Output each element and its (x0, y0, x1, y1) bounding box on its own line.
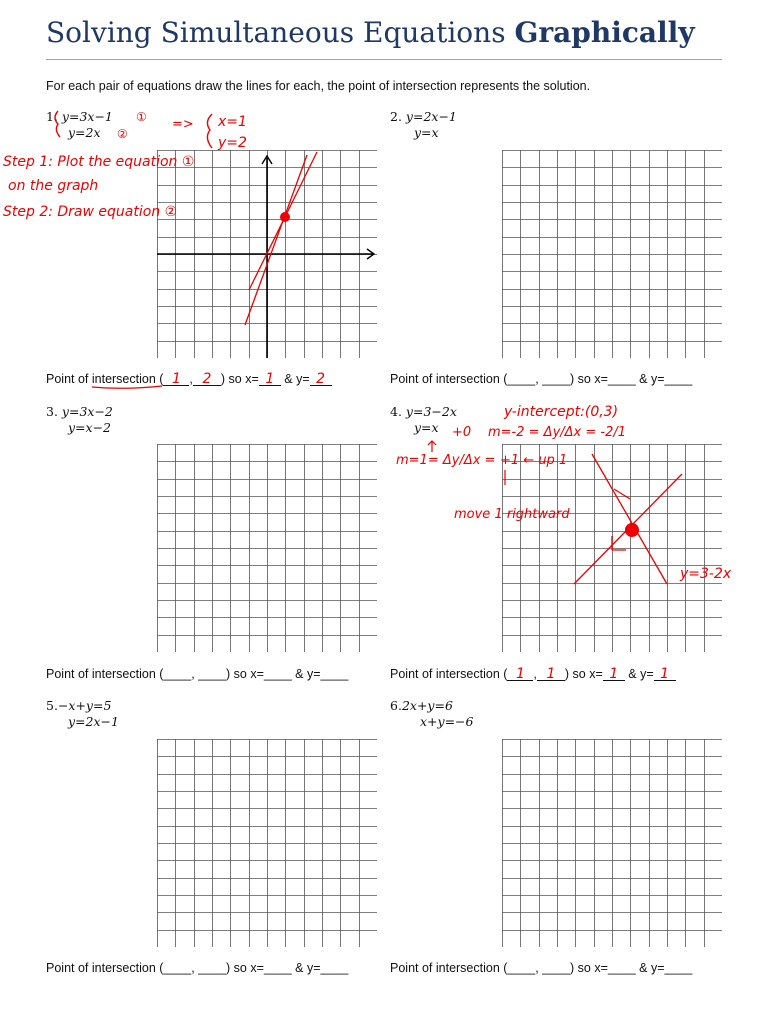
grid-6[interactable] (502, 739, 722, 947)
problem-3-eq2: y=x−2 (68, 420, 112, 435)
intersection-point-4 (625, 523, 639, 537)
p4-y-intercept: y-intercept:(0,3) (504, 404, 619, 420)
poi-1-a[interactable]: 1 (163, 373, 189, 386)
problem-6-eq1: 6.2x+y=6 (390, 698, 453, 713)
grid-5[interactable] (157, 739, 377, 947)
poi-line-5: Point of intersection (____, ____) so x=____ & y=____ (46, 961, 349, 975)
p1-circle-1: ① (136, 110, 147, 124)
poi-1-b[interactable]: 2 (193, 373, 221, 386)
poi-4-b[interactable]: 1 (537, 668, 565, 681)
line-eq-1 (245, 155, 307, 325)
line-y-eq-3-minus-2x (592, 454, 667, 584)
p4-gradient-2: m=1= Δy/Δx = (396, 453, 496, 468)
poi-4-a[interactable]: 1 (507, 668, 533, 681)
poi-line-6: Point of intersection (____, ____) so x=____ & y=____ (390, 961, 693, 975)
problem-3-eq1: 3. y=3x−2 (46, 404, 113, 419)
intersection-point (280, 212, 290, 222)
page-title: Solving Simultaneous Equations Graphically (46, 16, 695, 49)
problem-4-eq2: y=x (414, 420, 439, 435)
p1-solution-y: y=2 (218, 135, 247, 151)
poi-1-y[interactable]: 2 (310, 373, 332, 386)
problem-6-eq2: x+y=−6 (420, 714, 474, 729)
p1-circle-2: ② (117, 127, 128, 141)
poi-line-2: Point of intersection (____, ____) so x=____ & y=____ (390, 372, 693, 386)
p1-solution-x: x=1 (218, 114, 247, 130)
p4-line-label: y=3-2x (680, 566, 732, 582)
p1-implies: => (172, 117, 194, 132)
poi-4-y[interactable]: 1 (654, 668, 676, 681)
grid-3[interactable] (157, 444, 377, 652)
problem-2-eq2: y=x (414, 125, 439, 140)
grid-2[interactable] (502, 150, 722, 358)
problem-5-eq1: 5.−x+y=5 (46, 698, 112, 713)
step1-note-cont: on the graph (8, 178, 99, 194)
p4-plus0: +0 (452, 425, 472, 440)
poi-4-x[interactable]: 1 (603, 668, 625, 681)
problem-2-eq1: 2. y=2x−1 (390, 109, 457, 124)
poi-line-4: Point of intersection ( 1 , 1 ) so x= 1 & y= 1 (390, 667, 676, 681)
p1-solution-brace (207, 114, 212, 148)
title-divider (46, 59, 722, 60)
step2-note: Step 2: Draw equation ② (3, 204, 178, 220)
problem-1-eq2: y=2x (68, 125, 101, 140)
grid-4[interactable] (502, 444, 722, 652)
problem-4-eq1: 4. y=3−2x (390, 404, 457, 419)
poi-line-3: Point of intersection (____, ____) so x=____ & y=____ (46, 667, 349, 681)
problem-1-eq1: 1. y=3x−1 (46, 109, 113, 124)
poi-1-x[interactable]: 1 (259, 373, 281, 386)
step1-note: Step 1: Plot the equation ① (3, 154, 195, 170)
p4-gradient-1: m=-2 = Δy/Δx = -2/1 (488, 425, 626, 440)
p4-move-note: move 1 rightward (454, 507, 570, 522)
instructions: For each pair of equations draw the lines for each, the point of intersection represents the solution. (46, 79, 591, 93)
poi-line-1: Point of intersection ( 1 , 2 ) so x= 1 & y= 2 (46, 372, 332, 386)
grid-1[interactable] (157, 150, 377, 358)
p4-arrow-up (428, 441, 436, 452)
p1-intersection-underline (92, 386, 162, 388)
p4-up-note: +1 ← up 1 (500, 453, 568, 468)
problem-5-eq2: y=2x−1 (68, 714, 119, 729)
